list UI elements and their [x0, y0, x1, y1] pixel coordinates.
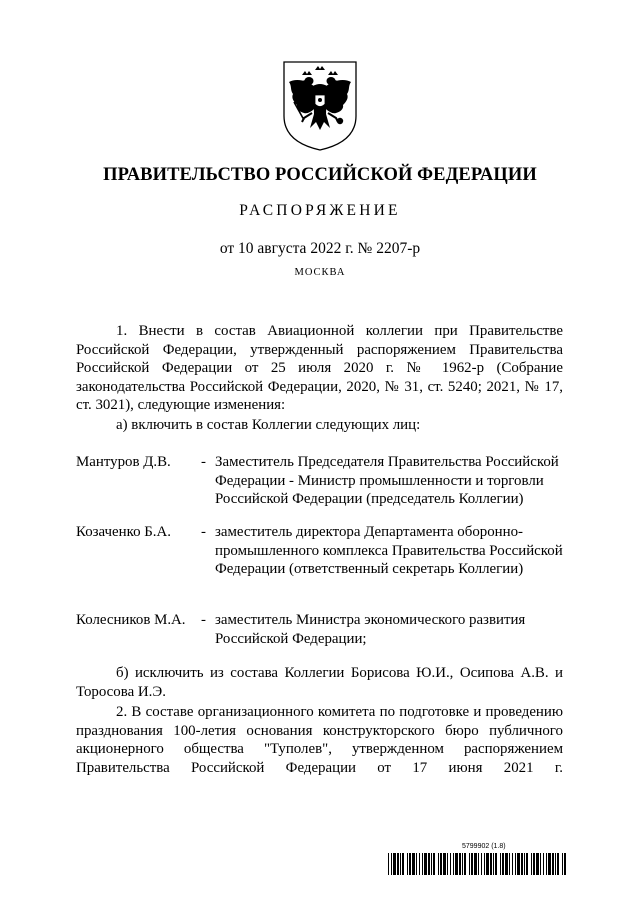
member-role: Заместитель Председателя Правительства Российской Федерации - Министр промышленности и торговли Российской Федерации (председатель Коллегии) [215, 454, 559, 508]
paragraph-1b: б) исключить из состава Коллегии Борисова Ю.И., Осипова А.В. и Торосова И.Э. [76, 665, 563, 700]
barcode-icon [388, 853, 566, 875]
member-role: заместитель директора Департамента оборонно-промышленного комплекса Правительства Российской Федерации (ответственный секретарь Коллегии) [215, 524, 563, 578]
document-city: МОСКВА [294, 267, 346, 278]
document-dateline: от 10 августа 2022 г. № 2207-р [219, 240, 421, 257]
member-name: Мантуров Д.В. [76, 454, 171, 470]
member-dash: - [201, 524, 206, 540]
barcode-id: 5799902 (1.8) [462, 843, 506, 850]
state-emblem-icon [280, 58, 360, 152]
paragraph-2: 2. В составе организационного комитета по подготовке и проведению празднования 100-летия основания конструкторского бюро публичного акционерного общества "Туполев", утвержденном распоряжением Правительства Российской Федерации от 17 июня 2021 г. [76, 704, 563, 776]
document-type: РАСПОРЯЖЕНИЕ [239, 202, 401, 219]
paragraph-1a: а) включить в состав Коллегии следующих лиц: [116, 417, 421, 433]
member-name: Козаченко Б.А. [76, 524, 171, 540]
member-role: заместитель Министра экономического развития Российской Федерации; [215, 612, 526, 647]
member-dash: - [201, 612, 206, 628]
member-dash: - [201, 454, 206, 470]
member-name: Колесников М.А. [76, 612, 186, 628]
paragraph-1: 1. Внести в состав Авиационной коллегии при Правительстве Российской Федерации, утвержденный распоряжением Правительства Российской Федерации от 25 июля 2020 г. № 1962-р (Собрание законодательства Российской Федерации, 2020, № 31, ст. 5240; 2021, № 17, ст. 3021), следующие изменения: [76, 323, 563, 414]
government-title: ПРАВИТЕЛЬСТВО РОССИЙСКОЙ ФЕДЕРАЦИИ [103, 165, 537, 185]
